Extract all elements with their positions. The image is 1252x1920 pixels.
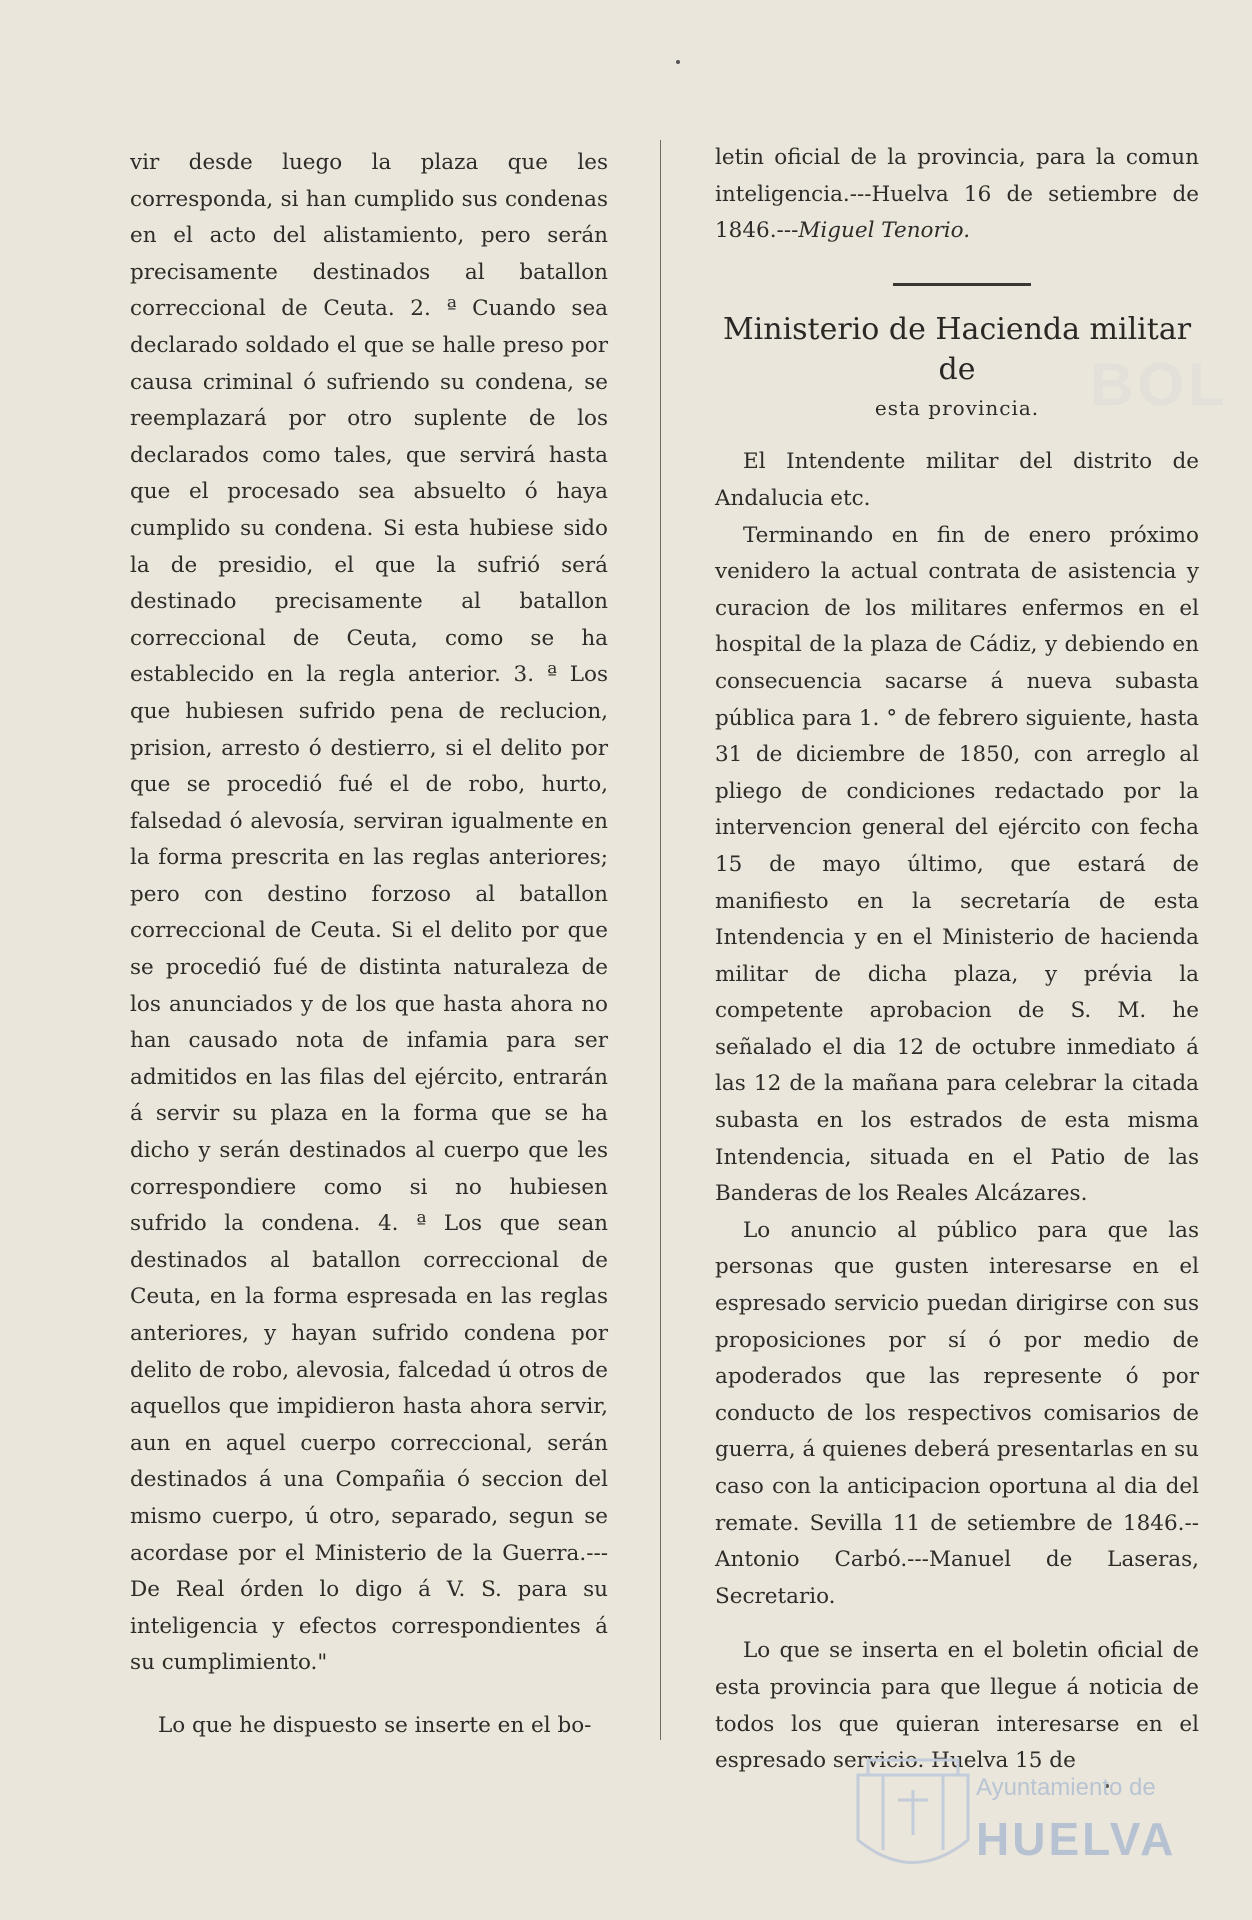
right-column	[715, 140, 1199, 1780]
left-paragraph-1: vir desde luego la plaza que les corresponda, si han cumplido sus condenas en el acto del alistamiento, pero serán precisamente destinados al batallon correccional de Ceuta. 2. ª Cuando sea declarado soldado el que se halle preso por causa criminal ó sufriendo su condena, se reemplazará por otro suplente de los declarados como tales, que servirá hasta que el procesado sea absuelto ó haya cumplido su condena. Si esta hubiese sido la de presidio, el que la sufrió será destinado precisamente al batallon correccional de Ceuta, como se ha establecido en la regla anterior. 3. ª Los que hubiesen sufrido pena de reclucion, prision, arresto ó destierro, si el delito por que se procedió fué el de robo, hurto, falsedad ó alevosía, serviran igualmente en la forma prescrita en las reglas anteriores; pero con destino forzoso al batallon correccional de Ceuta. Si el delito por que se procedió fué de distinta naturaleza de los anunciados y de los que hasta ahora no han causado nota de infamia para ser admitidos en las filas del ejército, entrarán á servir su plaza en la forma que se ha dicho y serán destinados al cuerpo que les correspondiere como si no hubiesen sufrido la condena. 4. ª Los que sean destinados al batallon correccional de Ceuta, en la forma espresada en las reglas anteriores, y hayan sufrido condena por delito de robo, alevosia, falcedad ú otros de aquellos que impidieron hasta ahora servir, aun en aquel cuerpo correccional, serán destinados á una Compañia ó seccion del mismo cuerpo, ú otro, separado, segun se acordase por el Ministerio de la Guerra.---De Real órden lo digo á V. S. para su inteligencia y efectos correspondientes á su cumplimiento."	[130, 150, 608, 1676]
right-paragraph-1: Terminando en fin de enero próximo venidero la actual contrata de asistencia y curacion de los militares enfermos en el hospital de la plaza de Cádiz, y debiendo en consecuencia sacarse á nueva subasta pública para 1. ° de febrero siguiente, hasta 31 de diciembre de 1850, con arreglo al pliego de condiciones redactado por la intervencion general del ejército con fecha 15 de mayo último, que estará de manifiesto en la secretaría de esta Intendencia y en el Ministerio de hacienda militar de dicha plaza, y prévia la competente aprobacion de S. M. he señalado el dia 12 de octubre inmediato á las 12 de la mañana para celebrar la citada subasta en los estrados de esta misma Intendencia, situada en el Patio de las Banderas de los Reales Alcázares.	[715, 522, 1199, 1207]
column-divider	[660, 140, 661, 1740]
watermark-line-2: HUELVA	[976, 1813, 1177, 1865]
section-separator	[893, 283, 1031, 286]
right-continuation: letin oficial de la provincia, para la comun inteligencia.---Huelva 16 de setiembre de 1846.---Miguel Tenorio.	[715, 145, 1199, 244]
left-paragraph-2: Lo que he dispuesto se inserte en el bo-	[158, 1712, 592, 1738]
section-heading: Ministerio de Hacienda militar de	[722, 311, 1192, 387]
bleed-through-text: BOL	[1090, 351, 1229, 418]
left-column	[130, 145, 608, 1745]
intendente-intro: El Intendente militar del distrito de Andalucia etc.	[715, 449, 1199, 511]
speck	[676, 60, 680, 64]
right-paragraph-3: Lo que se inserta en el boletin oficial de esta provincia para que llegue á noticia de todos los que quieran interesarse en el espresado servicio. Huelva 15 de	[715, 1638, 1199, 1774]
right-paragraph-2: Lo anuncio al público para que las personas que gusten interesarse en el espresado servicio puedan dirigirse con sus proposiciones por sí ó por medio de apoderados que las represente ó por conducto de los respectivos comisarios de guerra, á quienes deberá presentarlas en su caso con la anticipacion oportuna al dia del remate. Sevilla 11 de setiembre de 1846.--Antonio Carbó.---Manuel de Laseras, Secretario.	[715, 1217, 1199, 1609]
signature-tenorio: Miguel Tenorio.	[798, 218, 971, 244]
section-subheading: esta provincia.	[874, 395, 1040, 420]
watermark-line-1: Ayuntamiento de	[976, 1774, 1156, 1801]
